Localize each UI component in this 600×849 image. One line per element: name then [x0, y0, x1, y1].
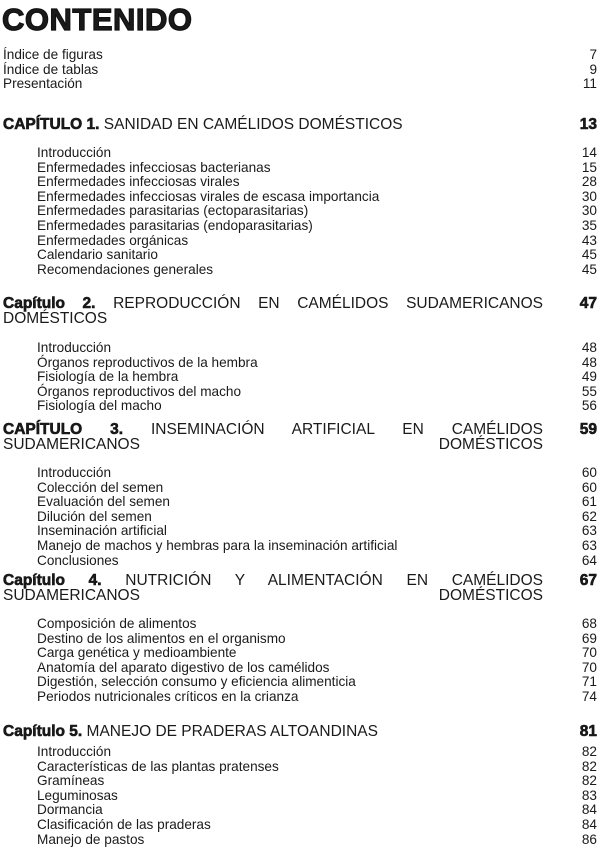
toc-entry[interactable] [0, 341, 597, 356]
chapter-page: 81 [579, 723, 597, 740]
toc-entry-label: Características de las plantas pratenses [37, 758, 279, 774]
toc-entry-page: 63 [581, 538, 597, 553]
toc-entry-page: 84 [581, 802, 597, 818]
toc-entry[interactable] [0, 161, 597, 176]
toc-entry-label: Digestión, selección consumo y eficiencia alimenticia [37, 674, 356, 690]
toc-entry[interactable] [0, 481, 597, 496]
toc-entry[interactable] [0, 818, 597, 833]
toc-entry-label: Composición de alimentos [37, 616, 197, 631]
toc-entry-label: Dilución del semen [37, 508, 152, 524]
toc-entry-label: Enfermedades parasitarias (ectoparasitarias) [37, 203, 309, 219]
chapter-title-line [3, 725, 543, 740]
toc-entry-label: Introducción [37, 465, 112, 480]
toc-entry-label: Enfermedades orgánicas [37, 232, 189, 248]
toc-entry-page: 62 [581, 508, 597, 524]
toc-entry-page: 68 [581, 616, 597, 631]
toc-entry-page: 70 [581, 645, 597, 661]
toc-entry-page: 70 [581, 659, 597, 675]
toc-entry-page: 82 [581, 773, 597, 789]
toc-entry-label: Leguminosas [37, 787, 118, 803]
chapter-title: SANIDAD EN CAMÉLIDOS DOMÉSTICOS [103, 116, 403, 133]
toc-entry-page: 9 [589, 61, 597, 77]
toc-entry[interactable] [0, 539, 597, 554]
toc-entry-page: 14 [581, 145, 597, 160]
toc-entry-label: Destino de los alimentos en el organismo [37, 630, 286, 646]
chapter-title-line [3, 118, 543, 133]
toc-entry[interactable] [0, 63, 597, 78]
chapter-page: 47 [579, 295, 597, 312]
toc-entry-label: Enfermedades infecciosas virales de escasa importancia [37, 188, 380, 204]
toc-entry[interactable] [0, 690, 597, 705]
toc-entry[interactable] [0, 466, 597, 481]
chapter-number: CAPÍTULO 3. [3, 421, 124, 438]
toc-entry-label: Anatomía del aparato digestivo de los camélidos [37, 659, 330, 675]
toc-entry-label: Manejo de machos y hembras para la inseminación artificial [37, 538, 398, 553]
toc-entry-page: 55 [581, 383, 597, 399]
toc-entry-label: Enfermedades infecciosas virales [37, 174, 240, 190]
toc-entry-label: Presentación [3, 76, 83, 92]
chapter-heading[interactable] [3, 297, 597, 326]
toc-entry[interactable] [0, 356, 597, 371]
toc-entry-page: 56 [581, 398, 597, 414]
toc-entry[interactable] [0, 175, 597, 190]
toc-entry-label: Fisiología de la hembra [37, 369, 179, 385]
toc-entry-page: 82 [581, 744, 597, 759]
toc-entry-page: 83 [581, 787, 597, 803]
chapter-heading[interactable] [3, 574, 597, 603]
toc-entry[interactable] [0, 760, 597, 775]
toc-entry-page: 60 [581, 479, 597, 495]
toc-entry[interactable] [0, 190, 597, 205]
toc-entry-label: Manejo de pastos [37, 831, 145, 847]
toc-entry-page: 69 [581, 630, 597, 646]
toc-entry[interactable] [0, 554, 597, 569]
chapter-heading[interactable] [3, 725, 597, 740]
toc-entry[interactable] [0, 789, 597, 804]
chapter-title-line [3, 423, 543, 452]
chapter-title: INSEMINACIÓN ARTIFICIAL EN CAMÉLIDOS SUDAMERICANOS DOMÉSTICOS [3, 421, 543, 453]
toc-entry-page: 11 [582, 76, 597, 92]
toc-entry[interactable] [0, 399, 597, 414]
toc-entry-page: 84 [581, 817, 597, 832]
toc-entry[interactable] [0, 48, 597, 63]
toc-entry-page: 35 [581, 218, 597, 233]
toc-entry-page: 48 [581, 354, 597, 370]
chapter-page: 59 [579, 421, 597, 438]
page-title: CONTENIDO [2, 2, 193, 37]
toc-entry-label: Índice de tablas [3, 61, 99, 77]
chapter-title: REPRODUCCIÓN EN CAMÉLIDOS SUDAMERICANOS DOMÉSTICOS [3, 295, 543, 327]
toc-entry[interactable] [0, 524, 597, 539]
toc-entry[interactable] [0, 833, 597, 848]
toc-entry-label: Órganos reproductivos del macho [37, 383, 242, 399]
toc-entry[interactable] [0, 510, 597, 525]
toc-entry[interactable] [0, 774, 597, 789]
chapter-number: Capítulo 5. [3, 723, 83, 740]
toc-entry[interactable] [0, 204, 597, 219]
toc-entry-page: 48 [581, 340, 597, 355]
toc-entry[interactable] [0, 263, 597, 278]
chapter-title: MANEJO DE PRADERAS ALTOANDINAS [86, 723, 378, 740]
toc-entry-label: Dormancia [37, 802, 103, 818]
toc-entry-page: 43 [581, 232, 597, 248]
toc-entry-label: Conclusiones [37, 552, 119, 568]
toc-entry[interactable] [0, 370, 597, 385]
toc-entry-page: 45 [581, 247, 597, 263]
toc-entry-page: 74 [581, 689, 597, 704]
chapter-title-line [3, 297, 543, 326]
chapter-number: Capítulo 2. [3, 295, 96, 312]
toc-entry-label: Carga genética y medioambiente [37, 645, 237, 661]
chapter-heading[interactable] [3, 118, 597, 133]
toc-entry-label: Colección del semen [37, 479, 164, 495]
toc-entry[interactable] [0, 77, 597, 92]
toc-entry-label: Introducción [37, 340, 112, 355]
chapter-page: 67 [579, 572, 597, 589]
toc-entry-page: 71 [581, 674, 597, 690]
toc-entry-label: Introducción [37, 744, 112, 759]
toc-entry-label: Introducción [37, 145, 112, 160]
toc-entry[interactable] [0, 632, 597, 647]
toc-entry[interactable] [0, 745, 597, 760]
chapter-page: 13 [579, 116, 597, 133]
chapter-title-line [3, 574, 543, 603]
chapter-number: CAPÍTULO 1. [3, 116, 100, 133]
toc-entry-page: 15 [581, 159, 597, 175]
toc-entry-page: 30 [581, 188, 597, 204]
toc-entry-label: Calendario sanitario [37, 247, 158, 263]
chapter-title: NUTRICIÓN Y ALIMENTACIÓN EN CAMÉLIDOS SUDAMERICANOS DOMÉSTICOS [3, 572, 543, 604]
toc-entry-label: Recomendaciones generales [37, 261, 214, 277]
toc-entry-page: 49 [581, 369, 597, 385]
toc-entry[interactable] [0, 646, 597, 661]
toc-entry[interactable] [0, 675, 597, 690]
toc-entry-page: 86 [581, 831, 597, 847]
toc-entry-page: 60 [581, 465, 597, 480]
chapter-heading[interactable] [3, 423, 597, 452]
toc-entry[interactable] [0, 146, 597, 161]
toc-entry-label: Enfermedades parasitarias (endoparasitarias) [37, 218, 313, 233]
toc-entry-page: 7 [589, 47, 597, 62]
toc-entry-page: 63 [581, 523, 597, 539]
toc-entry-page: 82 [581, 758, 597, 774]
toc-entry[interactable] [0, 219, 597, 234]
toc-entry-page: 61 [581, 494, 597, 510]
toc-entry-label: Gramíneas [37, 773, 105, 789]
toc-entry-page: 30 [581, 203, 597, 219]
toc-entry-label: Índice de figuras [3, 47, 103, 62]
toc-entry-page: 28 [581, 174, 597, 190]
toc-entry[interactable] [0, 803, 597, 818]
toc-entry-page: 45 [581, 261, 597, 277]
toc-entry-label: Fisiología del macho [37, 398, 162, 414]
toc-entry-page: 64 [581, 552, 597, 568]
toc-entry[interactable] [0, 495, 597, 510]
toc-entry-label: Clasificación de las praderas [37, 817, 211, 832]
toc-entry[interactable] [0, 617, 597, 632]
toc-entry-label: Periodos nutricionales críticos en la crianza [37, 689, 299, 704]
toc-entry[interactable] [0, 234, 597, 249]
chapter-number: Capítulo 4. [3, 572, 102, 589]
toc-entry[interactable] [0, 385, 597, 400]
toc-entry-label: Enfermedades infecciosas bacterianas [37, 159, 271, 175]
toc-entry-label: Órganos reproductivos de la hembra [37, 354, 258, 370]
toc-entry-label: Evaluación del semen [37, 494, 170, 510]
toc-entry[interactable] [0, 661, 597, 676]
toc-entry[interactable] [0, 248, 597, 263]
toc-entry-label: Inseminación artificial [37, 523, 167, 539]
